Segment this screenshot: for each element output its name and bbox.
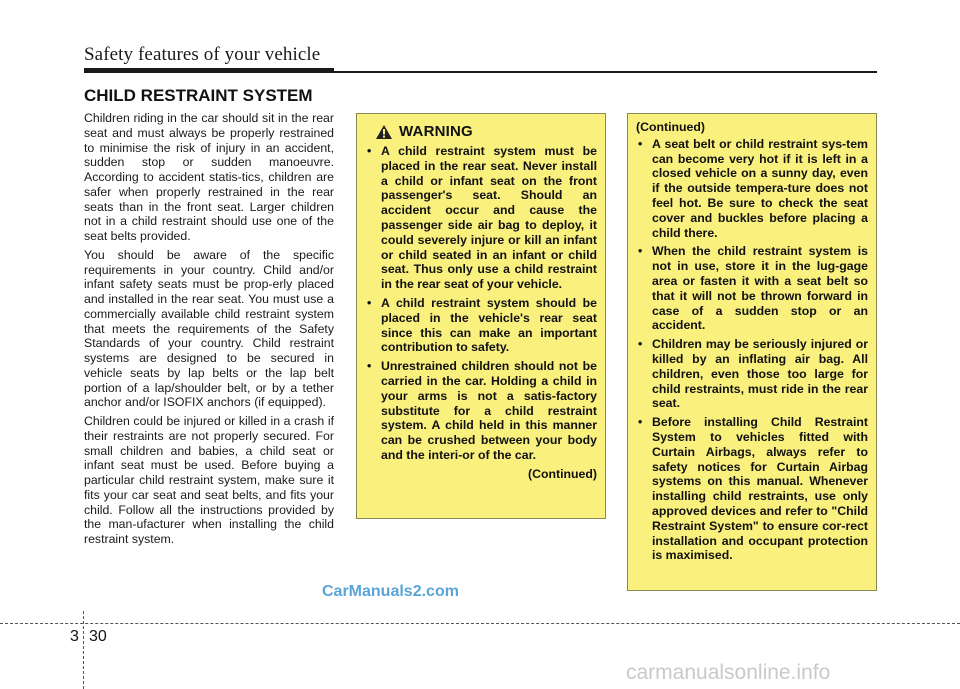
warning-item: • A seat belt or child restraint sys-tem can become very hot if it is left in a closed vehicle on a sunny day, even if the outside tempera-ture does not feel hot. Be sure to check the seat cover and buckles before placing a child there.	[636, 137, 868, 241]
warning-triangle-icon	[375, 124, 393, 140]
warning-list	[365, 144, 597, 463]
continued-heading: (Continued)	[636, 120, 705, 134]
body-paragraph: You should be aware of the specific requirements in your country. Child and/or infant safety seats must be prop-erly placed and installed in the rear seat. You must use a commercially available child restraint system that meets the requirements of the Safety Standards of your country. Child restraint systems are designed to be secured in vehicle seats by lap belts or the lap belt portion of a lap/shoulder belt, or by a tether anchor and/or ISOFIX anchors (if equipped).	[84, 247, 334, 410]
header-rule	[84, 71, 877, 73]
body-paragraph: Children riding in the car should sit in the rear seat and must always be properly restrained to minimise the risk of injury in an accident, sudden stop or sudden manoeuvre. According to accident statis-tics, children are safer when properly restrained in the rear seats than in the front seat. Larger children not in a child restraint should use one of the seat belts provided.	[84, 111, 334, 243]
footer-dashed-rule	[0, 623, 960, 624]
warning-title: WARNING	[399, 122, 473, 140]
warning-header	[375, 124, 597, 140]
site-watermark-link[interactable]: CarManuals2.com	[322, 583, 459, 600]
page-header-title: Safety features of your vehicle	[84, 44, 321, 65]
warning-box	[356, 113, 606, 519]
body-text-column	[84, 111, 334, 551]
warning-item: • A child restraint system should be placed in the vehicle's rear seat since this can make an important contribution to safety.	[365, 296, 597, 355]
continued-label: (Continued)	[528, 466, 597, 481]
warning-item: • Before installing Child Restraint System to vehicles fitted with Curtain Airbags, always refer to safety notices for Curtain Airbag systems on this manual. Whenever installing child restraints, use only approved devices and refer to "Child Restraint System" to ensure cor-rect installation and occupant protection is maximised.	[636, 415, 868, 563]
warning-item: • A child restraint system must be placed in the rear seat. Never install a child or infant seat on the front passenger's seat. Should an accident occur and cause the passenger side air bag to deploy, it could severely injure or kill an infant or child seated in an infant or child seat. Thus only use a child restraint in the rear seat of your vehicle.	[365, 144, 597, 292]
warning-item: • When the child restraint system is not in use, store it in the lug-gage area or fasten it with a seat belt so that it will not be thrown forward in case of a sudden stop or an accident.	[636, 244, 868, 333]
warning-item: • Children may be seriously injured or killed by an inflating air bag. All children, even those too large for child restraints, must ride in the rear seat.	[636, 337, 868, 411]
body-paragraph: Children could be injured or killed in a crash if their restraints are not properly secured. For small children and babies, a child seat or infant seat must be used. Before buying a particular child restraint system, make sure it fits your car seat and seat belts, and fits your child. Follow all the instructions provided by the man-ufacturer when installing the child restraint system.	[84, 414, 334, 546]
section-title: CHILD RESTRAINT SYSTEM	[84, 86, 313, 105]
warning-continued-list	[636, 137, 868, 563]
chapter-number: 3	[70, 628, 79, 645]
warning-item: • Unrestrained children should not be carried in the car. Holding a child in your arms is not a satis-factory substitute for a child restraint system. A child held in this manner can be crushed between your body and the interi-or of the car.	[365, 359, 597, 463]
footer-vertical-rule	[83, 611, 84, 689]
footer-watermark: carmanualsonline.info	[626, 661, 831, 684]
warning-continued-box	[627, 113, 877, 591]
page-number: 30	[89, 628, 107, 645]
